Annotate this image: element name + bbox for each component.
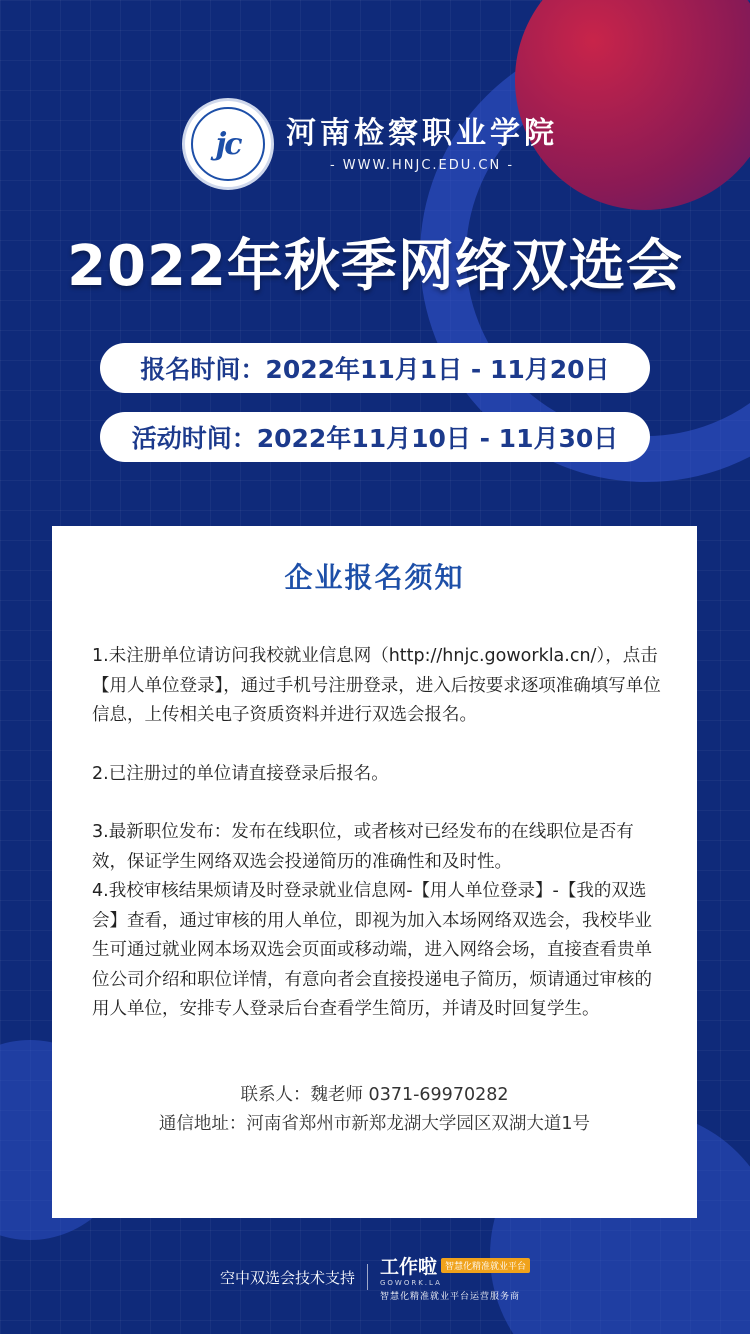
footer-divider <box>367 1264 368 1290</box>
page-title: 2022年秋季网络双选会 <box>67 234 683 299</box>
brand-subtitle: 智慧化精准就业平台运营服务商 <box>379 1292 520 1302</box>
emblem-monogram: jc <box>215 126 241 162</box>
notice-body <box>92 642 665 1025</box>
notice-item: 1.未注册单位请访问我校就业信息网（http://hnjc.goworkla.cn/），点击【用人单位登录】，通过手机号注册登录，进入后按要求逐项准确填写单位信息，上传相关电子资质资料并进行双选会报名。 <box>92 646 661 725</box>
school-url: - WWW.HNJC.EDU.CN - <box>329 157 515 173</box>
notice-item: 3.最新职位发布：发布在线职位，或者核对已经发布的在线职位是否有效，保证学生网络双选会投递简历的准确性和及时性。 <box>92 822 634 872</box>
activity-time-banner: 活动时间：2022年11月10日 - 11月30日 <box>100 412 650 462</box>
footer <box>0 1252 750 1302</box>
notice-title: 企业报名须知 <box>284 561 465 594</box>
gowork-logo <box>380 1252 530 1302</box>
notice-item: 4.我校审核结果烦请及时登录就业信息网-【用人单位登录】-【我的双选会】查看，通过审核的用人单位，即视为加入本场网络双选会，我校毕业生可通过就业网本场双选会页面或移动端，进入网络会场，直接查看贵单位公司介绍和职位详情，有意向者会直接投递电子简历，烦请通过审核的用人单位，安排专人登录后台查看学生简历，并请及时回复学生。 <box>92 881 652 1019</box>
notice-item: 2.已注册过的单位请直接登录后报名。 <box>92 763 389 784</box>
school-name: 河南检察职业学院 <box>286 115 558 151</box>
contact-address: 通信地址：河南省郑州市新郑龙湖大学园区双湖大道1号 <box>158 1114 591 1134</box>
tech-support-text: 空中双选会技术支持 <box>219 1268 355 1287</box>
registration-time-banner: 报名时间：2022年11月1日 - 11月20日 <box>100 343 650 393</box>
contact-info <box>52 1081 697 1139</box>
notice-card <box>52 526 697 1218</box>
brand-name: 工作啦 <box>379 1256 437 1278</box>
contact-person: 联系人：魏老师 0371-69970282 <box>240 1085 509 1105</box>
brand-tag: 智慧化精准就业平台 <box>441 1258 530 1273</box>
school-logo <box>182 98 558 190</box>
school-emblem-icon <box>182 98 274 190</box>
brand-english: GOWORK.LA <box>379 1279 442 1287</box>
